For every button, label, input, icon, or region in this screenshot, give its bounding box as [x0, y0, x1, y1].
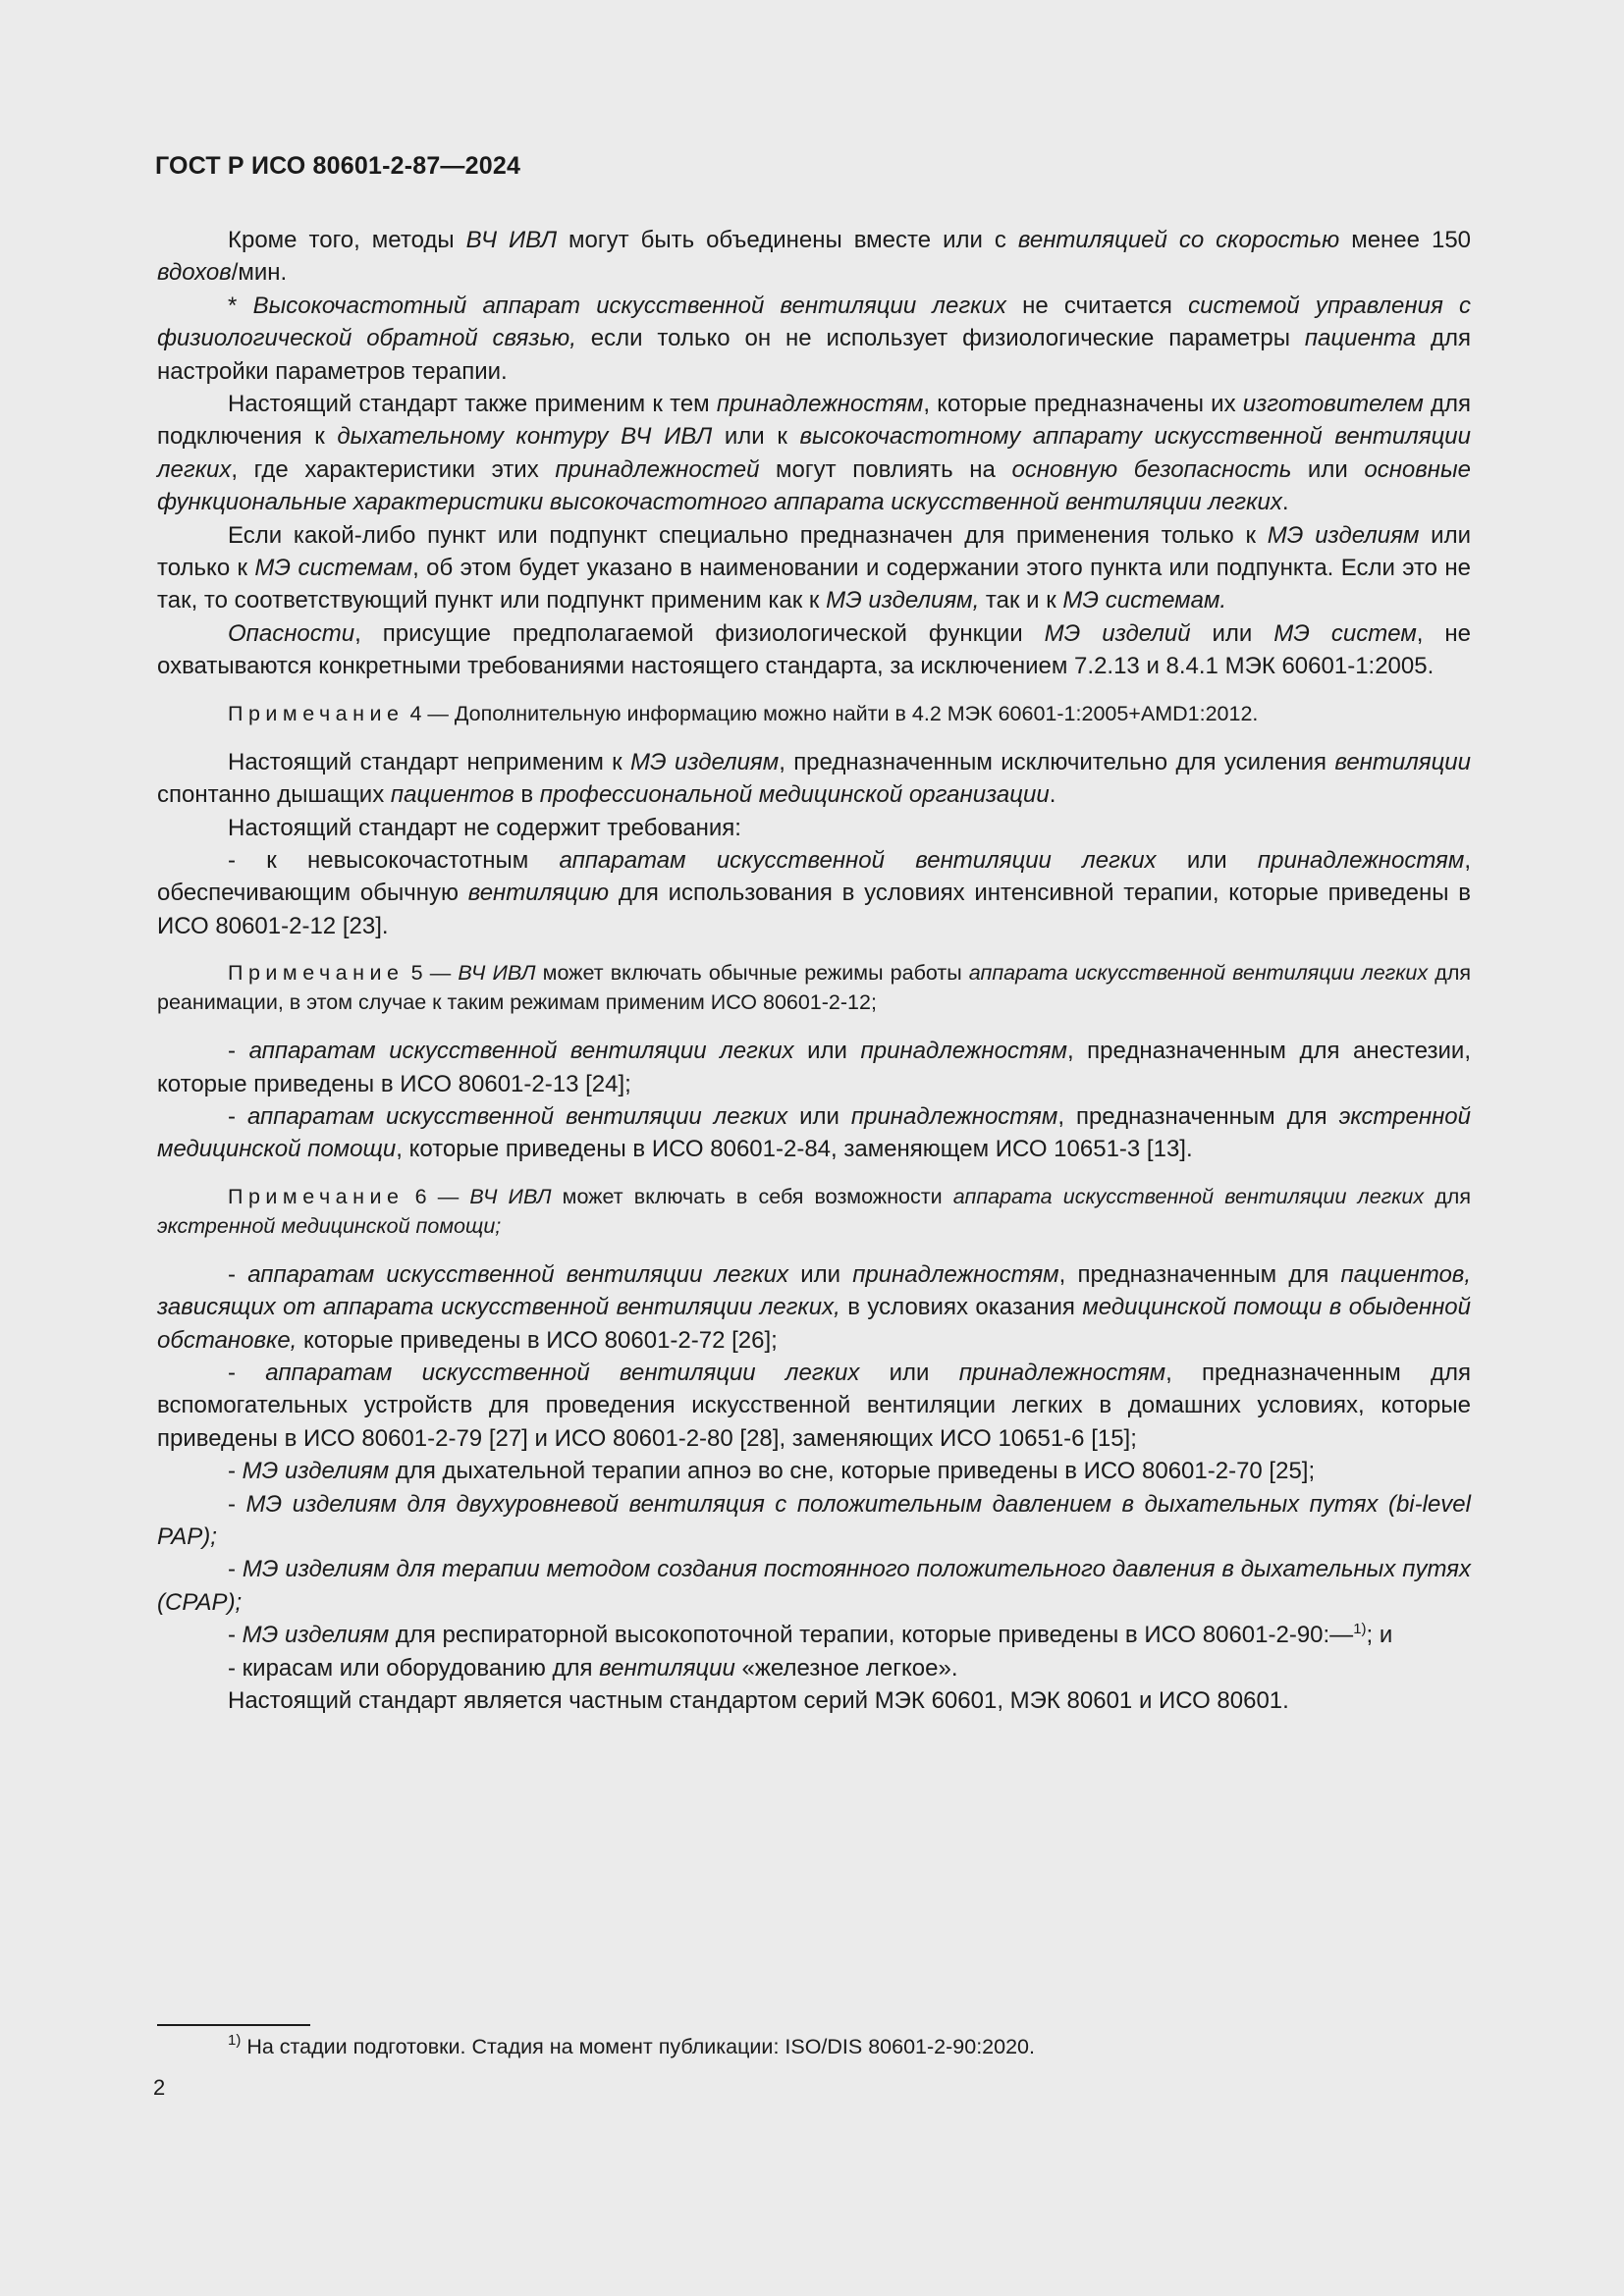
- note-label: Примечание: [228, 701, 405, 725]
- document-body: [157, 224, 1471, 1717]
- footnote-marker: 1): [228, 2032, 242, 2049]
- note-text: — ВЧ ИВЛ может включать обычные режимы работы аппарата искусственной вентиляции легких для реанимации, в этом случае к таким режимам применим ИСО 80601-2-12;: [157, 961, 1472, 1015]
- footnote: [228, 2032, 1035, 2061]
- list-item: - МЭ изделиям для двухуровневой вентиляция с положительным давлением в дыхательных путях (bi-level PAP);: [157, 1490, 1471, 1550]
- note-text: — ВЧ ИВЛ может включать в себя возможности аппарата искусственной вентиляции легких для экстренной медицинской помощи;: [157, 1184, 1471, 1238]
- note-4: [157, 699, 1471, 728]
- note-text: — Дополнительную информацию можно найти в 4.2 МЭК 60601-1:2005+AMD1:2012.: [421, 701, 1259, 725]
- note-label: Примечание: [228, 961, 405, 986]
- list-item: - к невысокочастотным аппаратам искусственной вентиляции легких или принадлежностям, обеспечивающим обычную вентиляцию для использования в условиях интенсивной терапии, которые приведены в ИСО 80601-2-12 [23].: [157, 846, 1471, 939]
- paragraph: Настоящий стандарт неприменим к МЭ изделиям, предназначенным исключительно для усиления вентиляции спонтанно дышащих пациентов в профессиональной медицинской организации.: [157, 748, 1471, 809]
- paragraph: Кроме того, методы ВЧ ИВЛ могут быть объединены вместе или с вентиляцией со скоростью менее 150 вдохов/мин.: [157, 227, 1472, 287]
- paragraph: Опасности, присущие предполагаемой физиологической функции МЭ изделий или МЭ систем, не охватываются конкретными требованиями настоящего стандарта, за исключением 7.2.13 и 8.4.1 МЭК 60601-1:2005.: [157, 619, 1472, 680]
- note-number: 4: [409, 701, 422, 725]
- note-5: [157, 958, 1471, 1017]
- list-item: - аппаратам искусственной вентиляции легких или принадлежностям, предназначенным для анестезии, которые приведены в ИСО 80601-2-13 [24];: [157, 1038, 1471, 1097]
- paragraph: * Высокочастотный аппарат искусственной вентиляции легких не считается системой управления с физиологической обратной связью, если только он не использует физиологические параметры пациента для настройки параметров терапии.: [157, 292, 1471, 385]
- note-6: [157, 1182, 1471, 1241]
- list-item: - аппаратам искусственной вентиляции легких или принадлежностям, предназначенным для вспомогательных устройств для проведения искусственной вентиляции легких в домашних условиях, которые приведены в ИСО 80601-2-79 [27] и ИСО 80601-2-80 [28], заменяющих ИСО 10651-6 [15];: [157, 1359, 1471, 1452]
- footnote-separator: [157, 2024, 310, 2026]
- list-item: - МЭ изделиям для терапии методом создания постоянного положительного давления в дыхательных путях (CPAP);: [157, 1556, 1471, 1616]
- note-number: 5: [410, 961, 423, 986]
- paragraph: Если какой-либо пункт или подпункт специально предназначен для применения только к МЭ изделиям или только к МЭ системам, об этом будет указано в наименовании и содержании этого пункта или подпункта. Если это не так, то соответствующий пункт или подпункт применим как к МЭ изделиям, так и к МЭ системам.: [157, 521, 1472, 614]
- list-item: - МЭ изделиям для респираторной высокопоточной терапии, которые приведены в ИСО 80601-2-90:—$^{1)}$; и: [228, 1621, 1393, 1649]
- paragraph: Настоящий стандарт не содержит требования:: [228, 814, 741, 841]
- paragraph: Настоящий стандарт является частным стандартом серий МЭК 60601, МЭК 80601 и ИСО 80601.: [228, 1687, 1289, 1715]
- paragraph: Настоящий стандарт также применим к тем принадлежностям, которые предназначены их изготовителем для подключения к дыхательному контуру ВЧ ИВЛ или к высокочастотному аппарату искусственной вентиляции легких, где характеристики этих принадлежностей могут повлиять на основную безопасность или основные функциональные характеристики высокочастотного аппарата искусственной вентиляции легких.: [157, 391, 1472, 516]
- list-item: - аппаратам искусственной вентиляции легких или принадлежностям, предназначенным для экстренной медицинской помощи, которые приведены в ИСО 80601-2-84, заменяющем ИСО 10651-3 [13].: [157, 1102, 1471, 1163]
- list-item: - МЭ изделиям для дыхательной терапии апноэ во сне, которые приведены в ИСО 80601-2-70 [25];: [228, 1458, 1316, 1485]
- footnote-text: На стадии подготовки. Стадия на момент публикации: ISO/DIS 80601-2-90:2020.: [241, 2035, 1035, 2058]
- note-label: Примечание: [228, 1184, 405, 1208]
- list-item: - аппаратам искусственной вентиляции легких или принадлежностям, предназначенным для пациентов, зависящих от аппарата искусственной вентиляции легких, в условиях оказания медицинской помощи в обыденной обстановке, которые приведены в ИСО 80601-2-72 [26];: [157, 1260, 1472, 1354]
- page-header: ГОСТ Р ИСО 80601-2-87—2024: [155, 152, 521, 180]
- page-number: 2: [153, 2075, 166, 2100]
- note-number: 6: [414, 1184, 427, 1208]
- footnote-reference[interactable]: 1): [1353, 1621, 1367, 1638]
- list-item: - кирасам или оборудованию для вентиляции «железное легкое».: [228, 1654, 958, 1682]
